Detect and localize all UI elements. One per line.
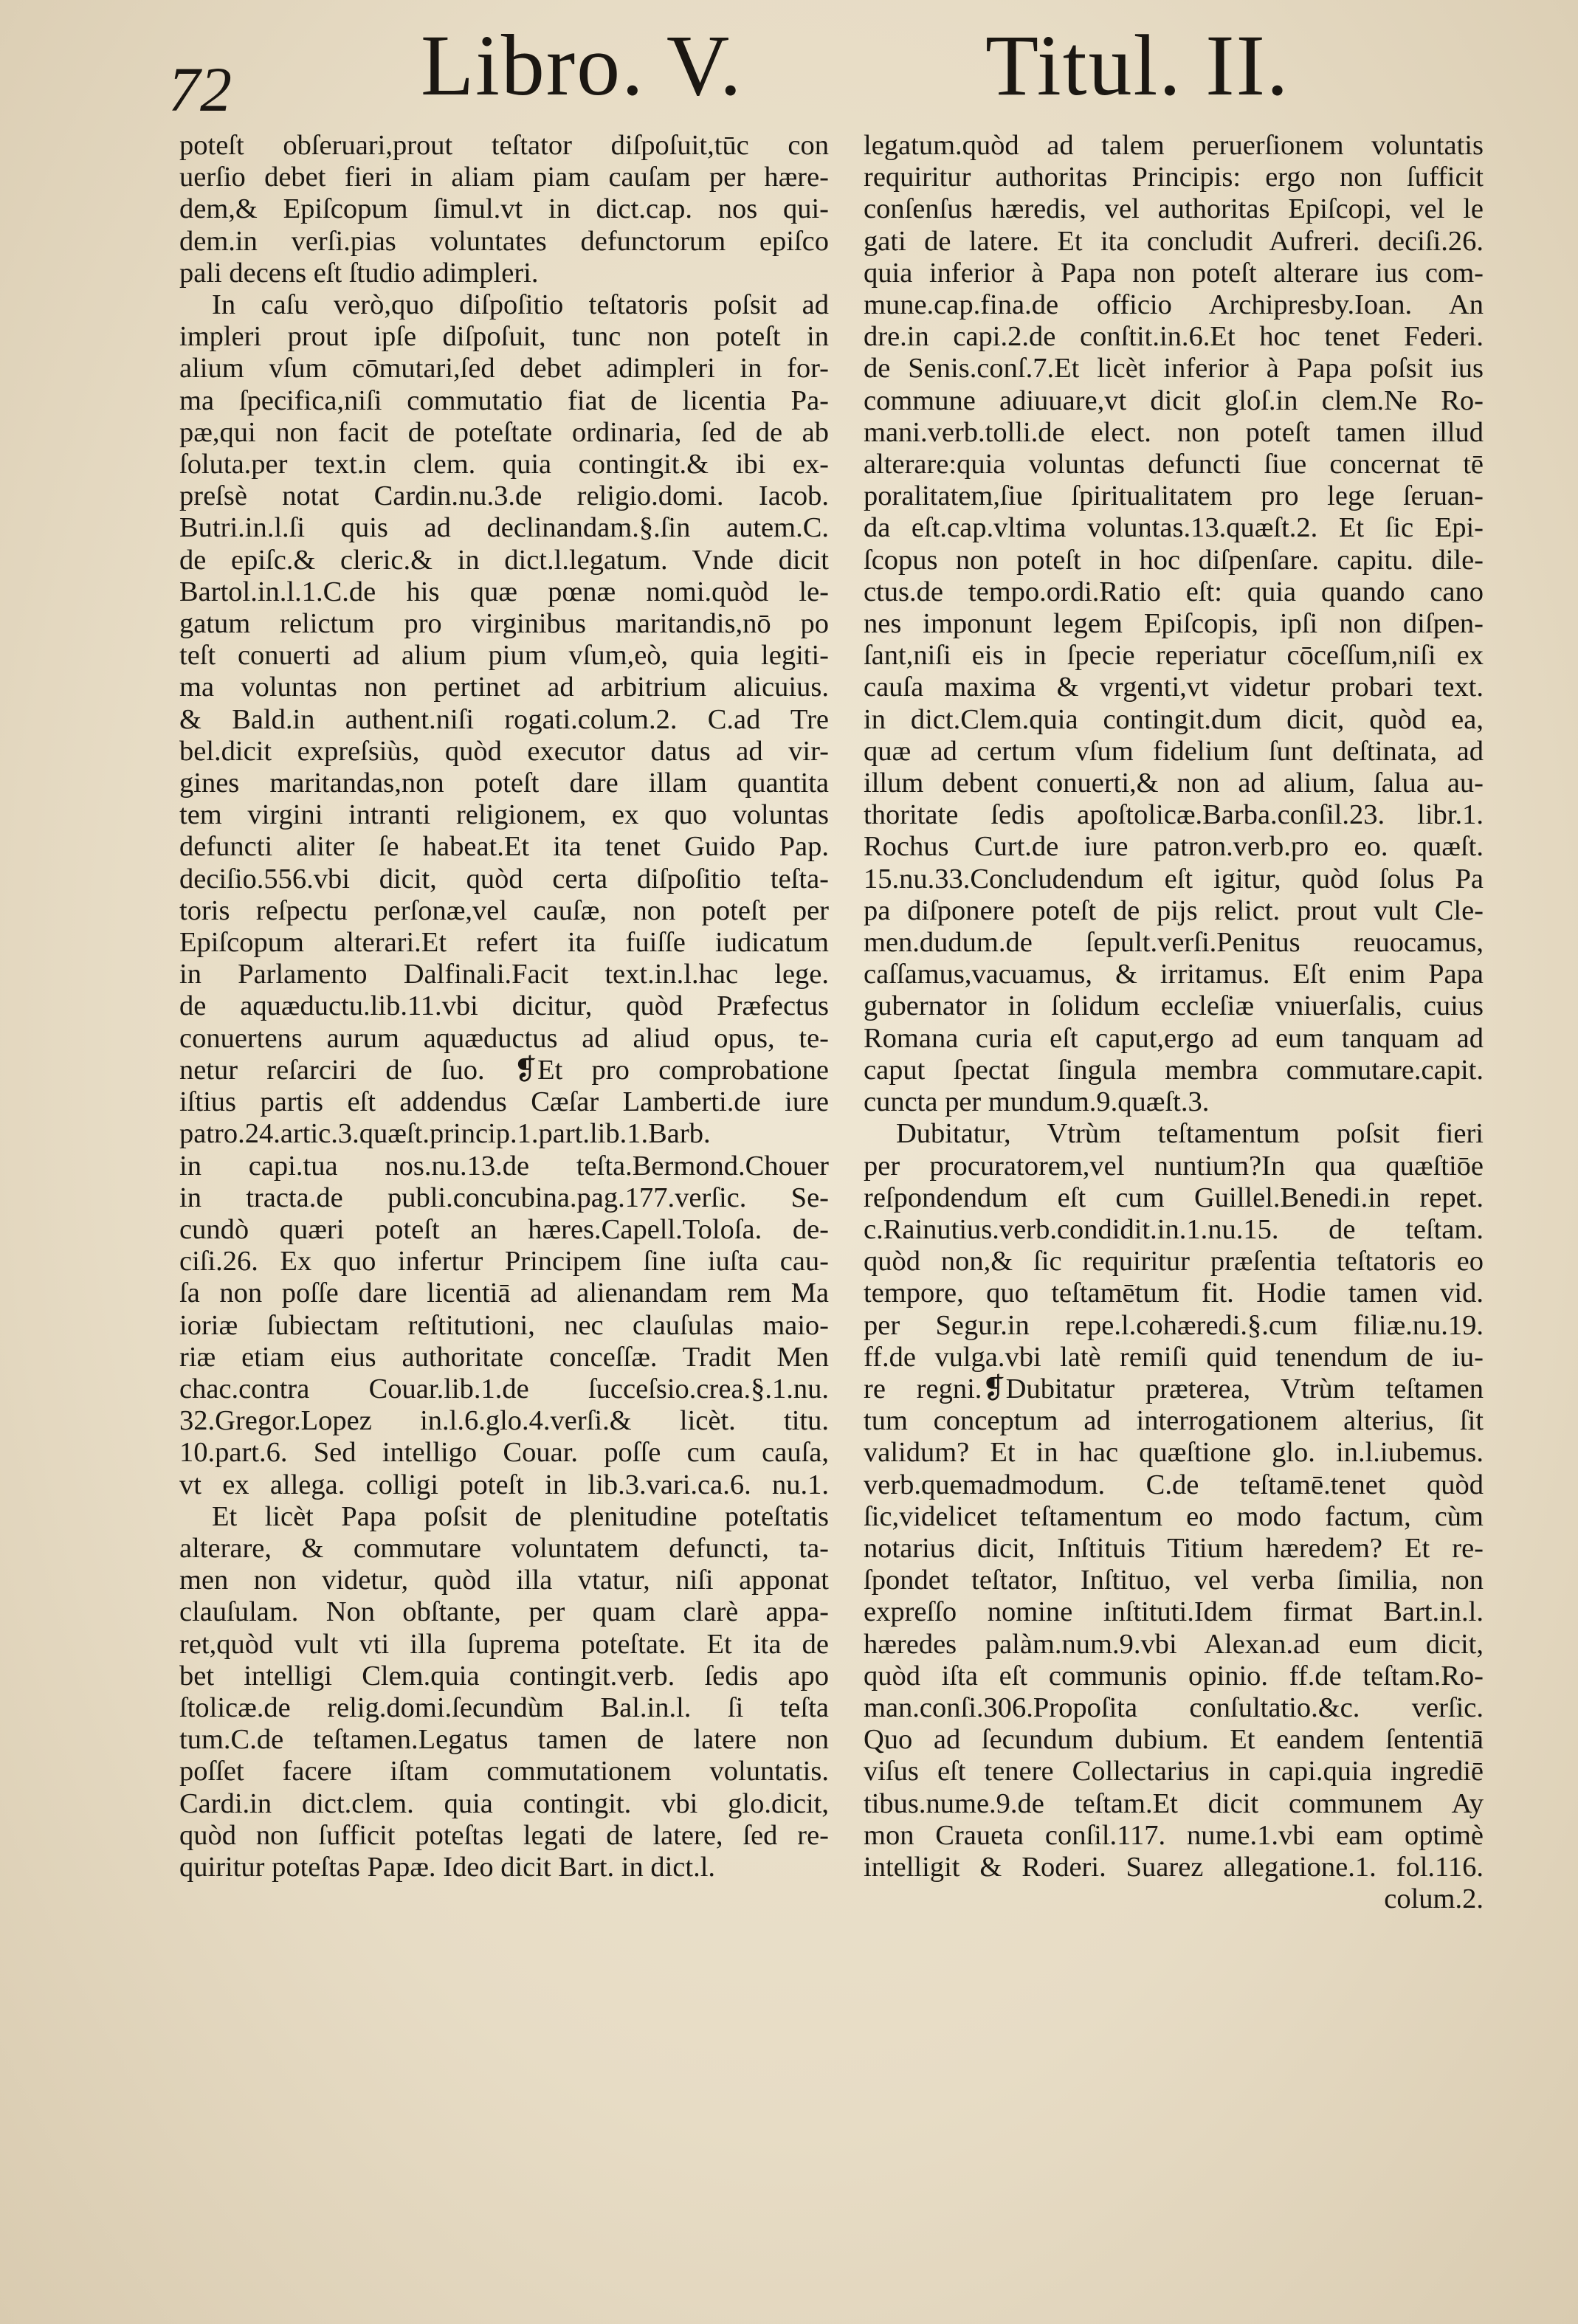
text-line: 10.part.6. Sed intelligo Couar. poſſe cum cauſa, [179, 1437, 829, 1469]
text-line: ioriæ ſubiectam reſtitutioni, nec clauſulas maio- [179, 1309, 829, 1341]
text-line: conſenſus hæredis, vel authoritas Epiſcopi, vel le [864, 193, 1484, 225]
text-line: pæ,qui non facit de poteſtate ordinaria, ſed de ab [179, 416, 829, 448]
text-line: gubernator in ſolidum eccleſiæ vniuerſalis, cuius [864, 990, 1484, 1022]
text-line: commune adiuuare,vt dicit gloſ.in clem.Ne Ro- [864, 385, 1484, 416]
text-line: netur reſarciri de ſuo. ❡Et pro comprobatione [179, 1054, 829, 1086]
text-line: quiritur poteſtas Papæ. Ideo dicit Bart. in dict.l. [179, 1851, 716, 1883]
text-line: men.dudum.de ſepult.verſi.Penitus reuocamus, [864, 927, 1484, 959]
book-heading: Libro. V. [421, 17, 743, 114]
text-line: man.conſi.306.Propoſita conſultatio.&c. verſic. [864, 1692, 1484, 1723]
text-line: ma ſpecifica,niſi commutatio fiat de licentia Pa- [179, 385, 829, 416]
text-line: pa diſponere poteſt de pijs relict. prout vult Cle- [864, 894, 1484, 926]
text-line: gatum relictum pro virginibus maritandis,nō po [179, 608, 829, 640]
text-line: uerſio debet fieri in aliam piam cauſam per hære- [179, 162, 829, 193]
text-line: ſoluta.per text.in clem. quia contingit.& ibi ex- [179, 449, 829, 480]
text-line: gati de latere. Et ita concludit Aufreri. deciſi.26. [864, 225, 1484, 257]
text-line: patro.24.artic.3.quæſt.princip.1.part.lib.1.Barb. [179, 1118, 711, 1150]
text-line: In caſu verò,quo diſpoſitio teſtatoris poſsit ad [212, 289, 829, 321]
text-line: thoritate ſedis apoſtolicæ.Barba.conſil.23. libr.1. [864, 799, 1484, 831]
text-line: hæredes palàm.num.9.vbi Alexan.ad eum dicit, [864, 1628, 1484, 1660]
text-line: in capi.tua nos.nu.13.de teſta.Bermond.Chouer [179, 1150, 829, 1182]
text-line: clauſulam. Non obſtante, per quam clarè appa- [179, 1596, 829, 1628]
text-line: 32.Gregor.Lopez in.l.6.glo.4.verſi.& licèt. titu. [179, 1405, 829, 1437]
text-line: c.Rainutius.verb.condidit.in.1.nu.15. de teſtam. [864, 1213, 1484, 1245]
text-line: re regni.❡Dubitatur præterea, Vtrùm teſtamen [864, 1373, 1484, 1404]
text-line: cauſa maxima & vrgenti,vt videtur probari text. [864, 672, 1484, 703]
text-line: preſsè notat Cardin.nu.3.de religio.domi. Iacob. [179, 480, 829, 512]
text-line: dre.in capi.2.de conſtit.in.6.Et hoc tenet Federi. [864, 321, 1484, 353]
text-line: caput ſpectat ſingula membra commutare.capit. [864, 1054, 1484, 1086]
text-line: gines maritandas,non poteſt dare illam quantita [179, 768, 829, 799]
text-line: deciſio.556.vbi dicit, quòd certa diſpoſitio teſta- [179, 863, 829, 894]
text-line: quòd iſta eſt communis opinio. ff.de teſtam.Ro- [864, 1660, 1484, 1692]
text-line: ſa non poſſe dare licentiā ad alienandam rem Ma [179, 1277, 829, 1309]
text-line: de Senis.conſ.7.Et licèt inferior à Papa poſsit ius [864, 353, 1484, 385]
text-line: tum conceptum ad interrogationem alterius, ſit [864, 1405, 1484, 1437]
text-line: chac.contra Couar.lib.1.de ſucceſsio.crea.§.1.nu. [179, 1373, 829, 1404]
text-line: Romana curia eſt caput,ergo ad eum tanquam ad [864, 1022, 1484, 1054]
text-line: alterare, & commutare voluntatem defuncti, ta- [179, 1532, 829, 1564]
text-line: dem,& Epiſcopum ſimul.vt in dict.cap. nos qui- [179, 193, 829, 225]
text-line: 15.nu.33.Concludendum eſt igitur, quòd ſolus Pa [864, 863, 1484, 894]
text-line: ſtolicæ.de relig.domi.ſecundùm Bal.in.l. ſi teſta [179, 1692, 829, 1723]
text-line: quòd non ſufficit poteſtas legati de latere, ſed re- [179, 1819, 829, 1851]
text-line: verb.quemadmodum. C.de teſtamē.tenet quòd [864, 1469, 1484, 1500]
text-line: tempore, quo teſtamētum fit. Hodie tamen vid. [864, 1277, 1484, 1309]
text-line: vt ex allega. colligi poteſt in lib.3.vari.ca.6. nu.1. [179, 1469, 829, 1500]
text-line: tem virgini intranti religionem, ex quo voluntas [179, 799, 829, 831]
text-line: & Bald.in authent.niſi rogati.colum.2. C.ad Tre [179, 703, 829, 735]
text-line: poſſet facere iſtam commutationem voluntatis. [179, 1756, 829, 1787]
text-line: ff.de vulga.vbi latè remiſi quid tenendum de iu- [864, 1341, 1484, 1373]
text-line: conuertens aurum aquæductus ad aliud opus, te- [179, 1022, 829, 1054]
text-line: expreſſo nomine inſtituti.Idem firmat Bart.in.l. [864, 1596, 1484, 1628]
text-line: bel.dicit expreſsiùs, quòd executor datus ad vir- [179, 735, 829, 767]
text-line: intelligit & Roderi. Suarez allegatione.1. fol.116. [864, 1851, 1484, 1883]
text-line: tum.C.de teſtamen.Legatus tamen de latere non [179, 1724, 829, 1756]
text-line: in dict.Clem.quia contingit.dum dicit, quòd ea, [864, 703, 1484, 735]
text-line: quòd non,& ſic requiritur præſentia teſtatoris eo [864, 1246, 1484, 1277]
text-line: Dubitatur, Vtrùm teſtamentum poſsit fieri [896, 1118, 1484, 1150]
text-line: per procuratorem,vel nuntium?In qua quæſtiōe [864, 1150, 1484, 1182]
text-line: poteſt obſeruari,prout teſtator diſpoſuit,tūc con [179, 130, 829, 161]
text-line: caſſamus,vacuamus, & irritamus. Eſt enim Papa [864, 959, 1484, 990]
text-line: ret,quòd vult vti illa ſuprema poteſtate. Et ita de [179, 1628, 829, 1660]
text-line: requiritur authoritas Principis: ergo non ſufficit [864, 162, 1484, 193]
text-line: in tracta.de publi.concubina.pag.177.verſic. Se- [179, 1182, 829, 1213]
text-line: defuncti aliter ſe habeat.Et ita tenet Guido Pap. [179, 831, 829, 863]
text-line: cundò quæri poteſt an hæres.Capell.Toloſa. de- [179, 1213, 829, 1245]
text-line: quæ ad certum vſum fidelium ſunt deſtinata, ad [864, 735, 1484, 767]
text-line: toris reſpectu perſonæ,vel cauſæ, non poteſt per [179, 894, 829, 926]
text-line: Et licèt Papa poſsit de plenitudine poteſtatis [212, 1500, 829, 1532]
text-line: ciſi.26. Ex quo infertur Principem ſine iuſta cau- [179, 1246, 829, 1277]
text-line: Butri.in.l.ſi quis ad declinandam.§.ſin autem.C. [179, 512, 829, 544]
text-line: mon Craueta conſil.117. nume.1.vbi eam optimè [864, 1819, 1484, 1851]
text-line: tibus.nume.9.de teſtam.Et dicit communem Ay [864, 1787, 1484, 1819]
text-line: riæ etiam eius authoritate conceſſæ. Tradit Men [179, 1341, 829, 1373]
text-line: iſtius partis eſt addendus Cæſar Lamberti.de iure [179, 1086, 829, 1118]
text-line: impleri prout ipſe diſpoſuit, tunc non poteſt in [179, 321, 829, 353]
text-line: poralitatem,ſiue ſpiritualitatem pro lege ſeruan- [864, 480, 1484, 512]
text-line: bet intelligi Clem.quia contingit.verb. ſedis apo [179, 1660, 829, 1692]
text-line: ſpondet teſtator, Inſtituo, vel verba ſimilia, non [864, 1565, 1484, 1596]
text-line: ſcopus non poteſt in hoc diſpenſare. capitu. dile- [864, 544, 1484, 576]
text-line: ſant,niſi eis in ſpecie reperiatur cōceſſum,niſi ex [864, 640, 1484, 672]
title-heading: Titul. II. [985, 17, 1290, 114]
text-line: reſpondendum eſt cum Guillel.Benedi.in repet. [864, 1182, 1484, 1213]
text-line: ma voluntas non pertinet ad arbitrium alicuius. [179, 672, 829, 703]
text-line: de epiſc.& cleric.& in dict.l.legatum. Vnde dicit [179, 544, 829, 576]
text-line: pali decens eſt ſtudio adimpleri. [179, 257, 539, 289]
text-line: mune.cap.fina.de officio Archipresby.Ioan. An [864, 289, 1484, 321]
page-number: 72 [168, 54, 232, 125]
right-text-column [864, 130, 1484, 1915]
text-line: ctus.de tempo.ordi.Ratio eſt: quia quando cano [864, 576, 1484, 607]
text-line: da eſt.cap.vltima voluntas.13.quæſt.2. Et ſic Epi- [864, 512, 1484, 544]
text-line: ſic,videlicet teſtamentum eo modo factum, cùm [864, 1500, 1484, 1532]
text-line: notarius dicit, Inſtituis Titium hæredem? Et re- [864, 1532, 1484, 1564]
text-line: quia inferior à Papa non poteſt alterare ius com- [864, 257, 1484, 289]
text-line: viſus eſt tenere Collectarius in capi.quia ingrediē [864, 1756, 1484, 1787]
text-line: alterare:quia voluntas defuncti ſiue concernat tē [864, 449, 1484, 480]
text-line: colum.2. [1384, 1883, 1484, 1915]
text-line: in Parlamento Dalfinali.Facit text.in.l.hac lege. [179, 959, 829, 990]
text-line: illum debent conuerti,& non ad alium, ſalua au- [864, 768, 1484, 799]
text-line: mani.verb.tolli.de elect. non poteſt tamen illud [864, 416, 1484, 448]
text-line: cuncta per mundum.9.quæſt.3. [864, 1086, 1210, 1118]
text-line: legatum.quòd ad talem peruerſionem voluntatis [864, 130, 1484, 161]
text-line: validum? Et in hac quæſtione glo. in.l.iubemus. [864, 1437, 1484, 1469]
text-line: Rochus Curt.de iure patron.verb.pro eo. quæſt. [864, 831, 1484, 863]
text-line: dem.in verſi.pias voluntates defunctorum epiſco [179, 225, 829, 257]
text-line: Quo ad ſecundum dubium. Et eandem ſententiā [864, 1724, 1484, 1756]
text-line: men non videtur, quòd illa vtatur, niſi apponat [179, 1565, 829, 1596]
left-text-column [179, 130, 829, 1883]
text-line: per Segur.in repe.l.cohæredi.§.cum filiæ.nu.19. [864, 1309, 1484, 1341]
text-line: de aquæductu.lib.11.vbi dicitur, quòd Præfectus [179, 990, 829, 1022]
text-line: Bartol.in.l.1.C.de his quæ pœnæ nomi.quòd le- [179, 576, 829, 607]
text-line: alium vſum cōmutari,ſed debet adimpleri in for- [179, 353, 829, 385]
text-line: Cardi.in dict.clem. quia contingit. vbi glo.dicit, [179, 1787, 829, 1819]
text-line: nes imponunt legem Epiſcopis, ipſi non diſpen- [864, 608, 1484, 640]
running-header [0, 17, 1578, 125]
text-line: teſt conuerti ad alium pium vſum,eò, quia legiti- [179, 640, 829, 672]
text-line: Epiſcopum alterari.Et refert ita fuiſſe iudicatum [179, 927, 829, 959]
